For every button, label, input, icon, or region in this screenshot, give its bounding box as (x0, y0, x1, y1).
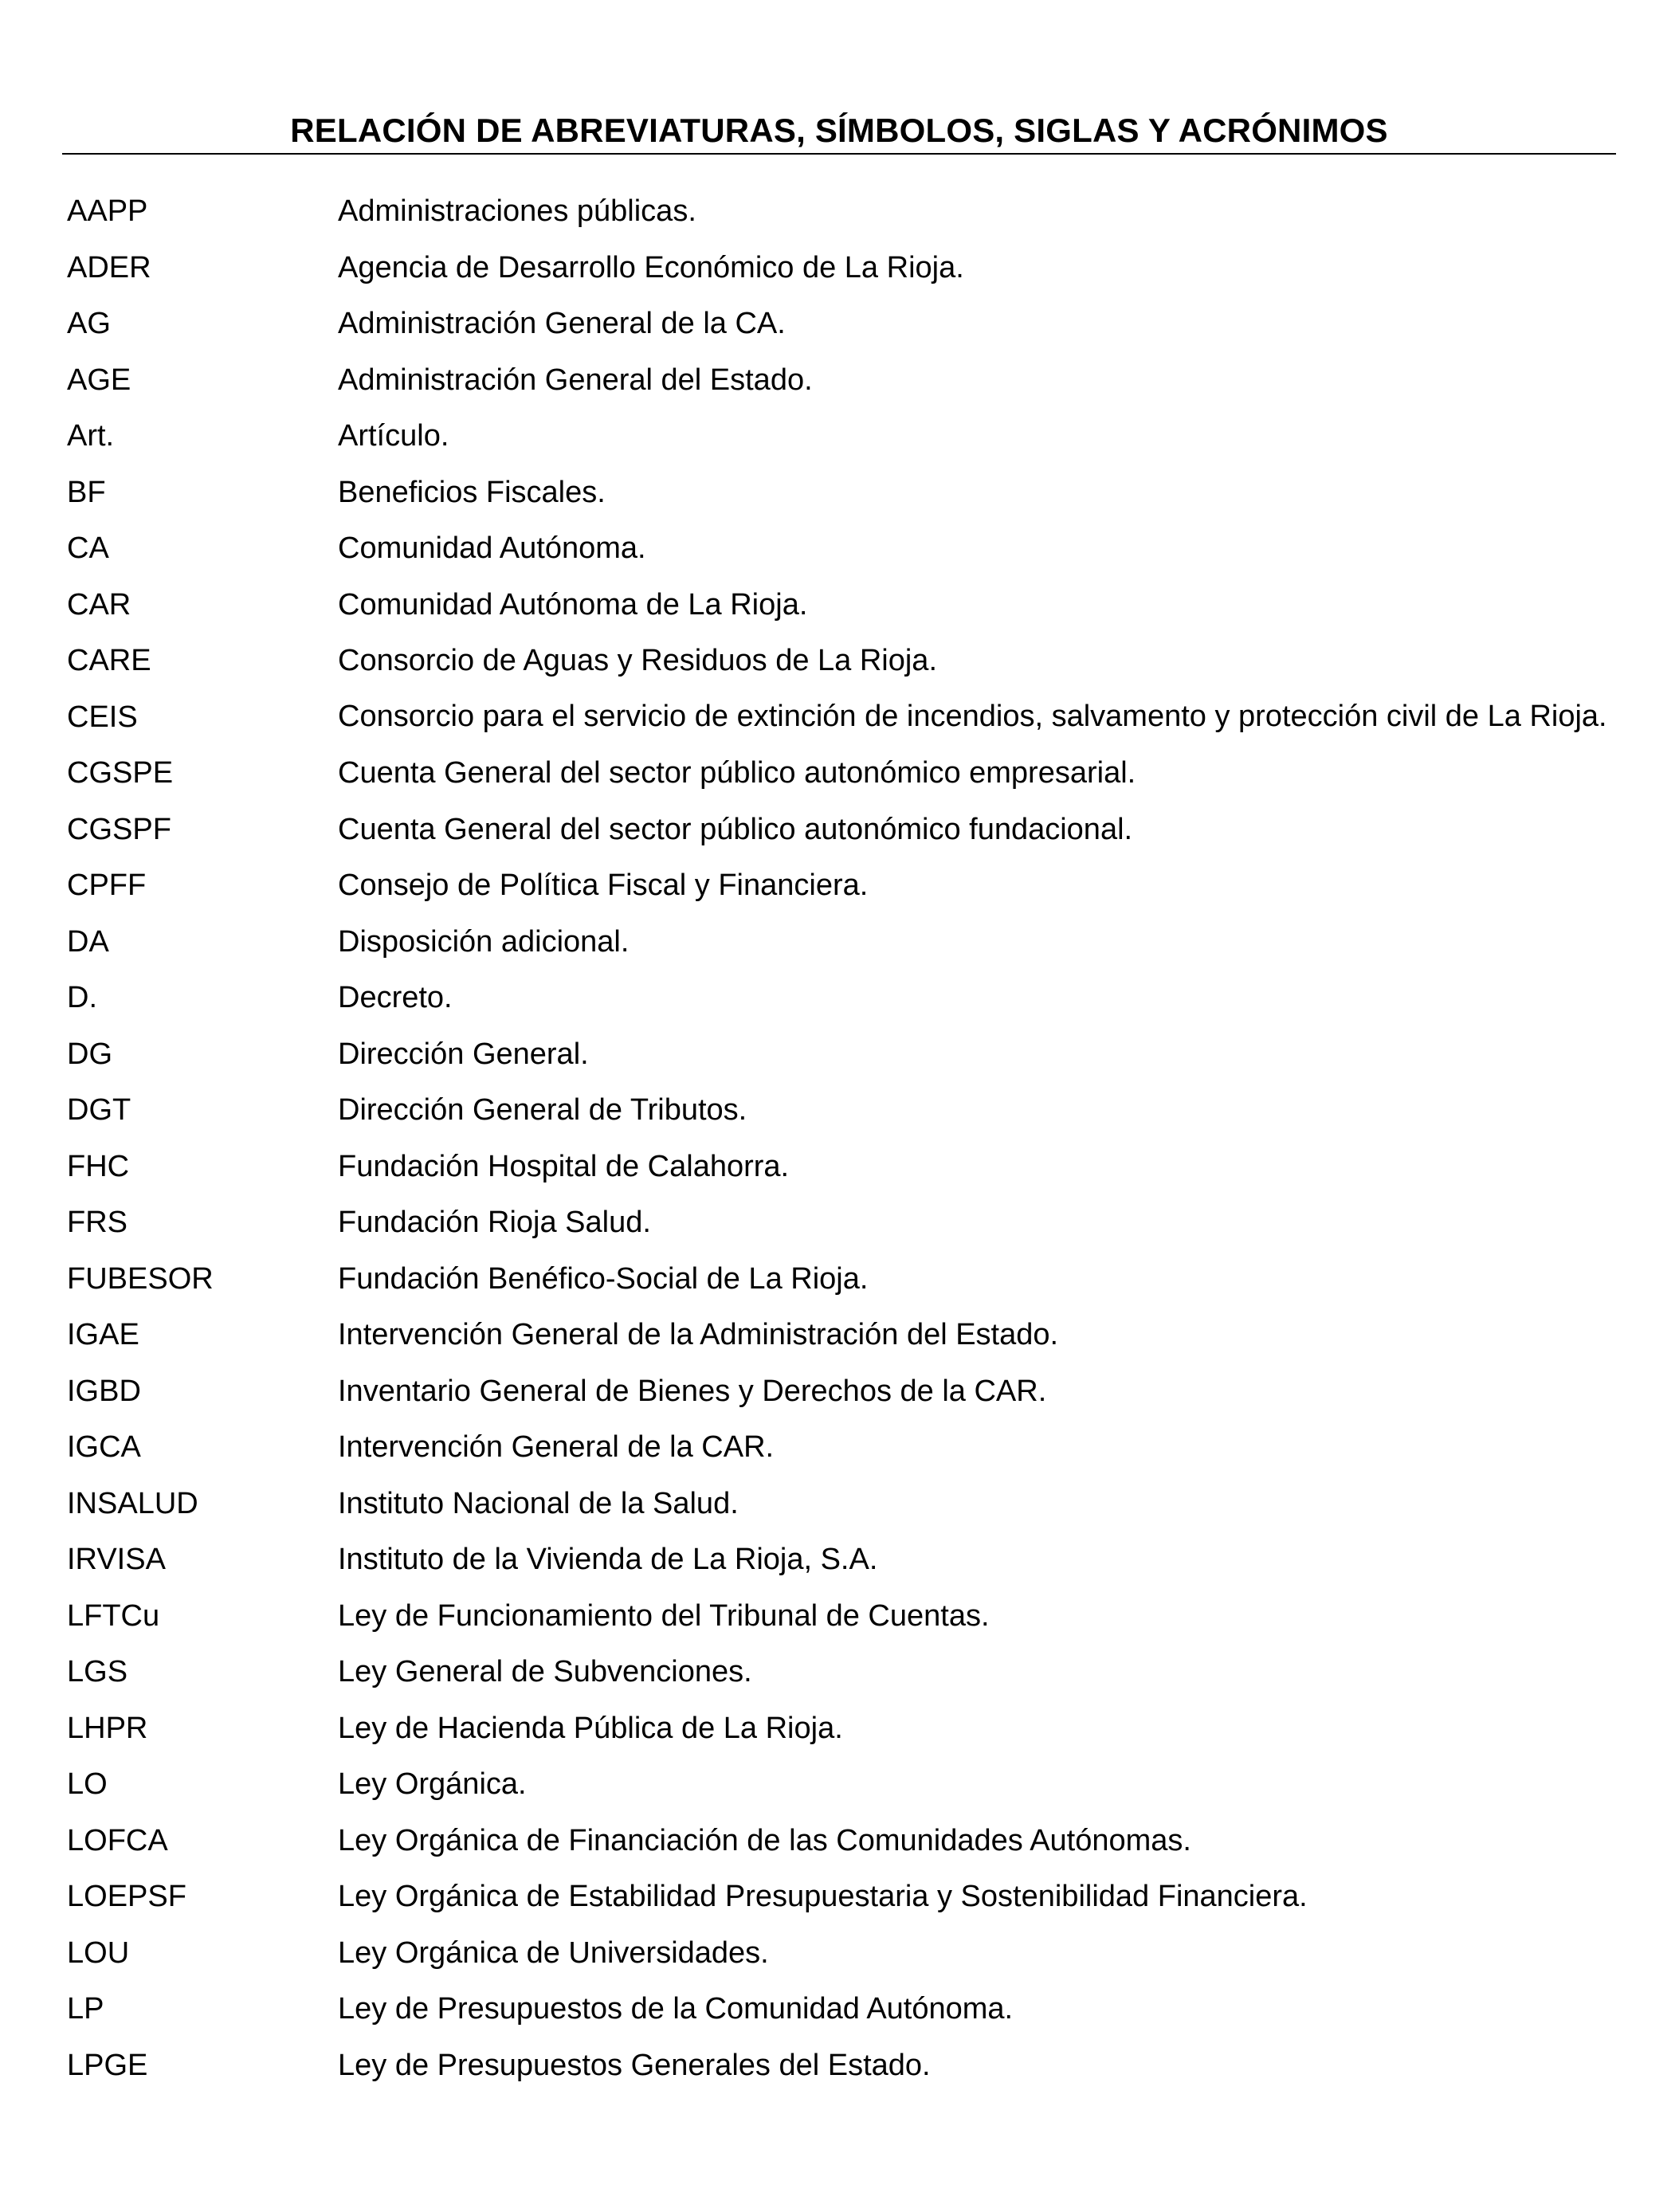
abbreviation-definition: Fundación Rioja Salud. (338, 1206, 651, 1239)
abbreviation-definition: Administraciones públicas. (338, 194, 696, 228)
abbreviation-entry (67, 1259, 1613, 1299)
abbreviation-definition: Ley de Hacienda Pública de La Rioja. (338, 1711, 843, 1745)
abbreviation-definition: Cuenta General del sector público autonómico empresarial. (338, 756, 1136, 790)
abbreviation-definition: Disposición adicional. (338, 924, 630, 959)
abbreviation-term: CGSPE (67, 756, 174, 790)
abbreviation-term: CPFF (67, 869, 147, 902)
abbreviation-entry (67, 191, 1613, 231)
abbreviation-definition: Fundación Hospital de Calahorra. (338, 1149, 790, 1183)
abbreviation-entry (67, 1371, 1613, 1411)
abbreviation-term: LOEPSF (67, 1880, 186, 1913)
abbreviation-definition: Cuenta General del sector público autonómico fundacional. (338, 812, 1133, 846)
abbreviation-entry (67, 1427, 1613, 1467)
abbreviation-entry (67, 304, 1613, 343)
abbreviation-definition: Inventario General de Bienes y Derechos de la CAR. (338, 1374, 1047, 1408)
abbreviation-entry (67, 416, 1613, 456)
abbreviation-entry (67, 1821, 1613, 1861)
abbreviation-entry (67, 922, 1613, 962)
abbreviation-term: DG (67, 1037, 112, 1071)
abbreviation-entry (67, 753, 1613, 793)
abbreviation-term: LPGE (67, 2048, 148, 2082)
abbreviation-entry (67, 248, 1613, 288)
abbreviation-definition: Artículo. (338, 419, 449, 453)
abbreviation-entry (67, 1596, 1613, 1636)
abbreviation-term: FRS (67, 1206, 127, 1239)
abbreviation-definition: Beneficios Fiscales. (338, 475, 606, 509)
abbreviation-entry (67, 1034, 1613, 1074)
abbreviation-definition: Intervención General de la Administración del Estado. (338, 1318, 1059, 1351)
abbreviation-term: LO (67, 1767, 108, 1801)
abbreviation-entry (67, 697, 1613, 737)
abbreviation-definition: Fundación Benéfico-Social de La Rioja. (338, 1261, 869, 1296)
abbreviation-definition: Administración General del Estado. (338, 363, 813, 397)
abbreviation-definition: Comunidad Autónoma de La Rioja. (338, 587, 808, 622)
abbreviation-definition: Consorcio para el servicio de extinción de incendios, salvamento y protección civil de La Rioja. (338, 699, 1607, 733)
abbreviation-term: CEIS (67, 700, 138, 734)
abbreviation-term: CAR (67, 587, 131, 622)
abbreviation-term: LFTCu (67, 1598, 160, 1633)
abbreviation-definition: Ley de Funcionamiento del Tribunal de Cuentas. (338, 1598, 990, 1633)
abbreviation-definition: Ley Orgánica de Estabilidad Presupuestaria y Sostenibilidad Financiera. (338, 1880, 1308, 1913)
abbreviation-definition: Administración General de la CA. (338, 307, 786, 340)
abbreviation-term: FUBESOR (67, 1261, 214, 1296)
abbreviation-entry (67, 1708, 1613, 1748)
abbreviation-entry (67, 978, 1613, 1018)
abbreviation-definition: Dirección General. (338, 1037, 589, 1071)
abbreviation-term: LOFCA (67, 1823, 168, 1857)
abbreviation-entry (67, 1484, 1613, 1524)
title-divider (62, 153, 1616, 155)
abbreviation-definition: Decreto. (338, 981, 453, 1014)
abbreviation-entry (67, 641, 1613, 680)
abbreviation-list (67, 191, 1613, 2101)
abbreviation-definition: Ley de Presupuestos Generales del Estado. (338, 2048, 931, 2082)
abbreviation-entry (67, 1202, 1613, 1242)
abbreviation-term: AG (67, 307, 111, 340)
abbreviation-term: CARE (67, 644, 151, 677)
abbreviation-definition: Dirección General de Tributos. (338, 1093, 747, 1127)
abbreviation-entry (67, 360, 1613, 400)
abbreviation-term: Art. (67, 419, 115, 453)
abbreviation-term: LOU (67, 1936, 130, 1970)
abbreviation-term: LHPR (67, 1711, 148, 1745)
abbreviation-entry (67, 2045, 1613, 2085)
abbreviation-entry (67, 1764, 1613, 1804)
abbreviation-term: ADER (67, 250, 151, 284)
abbreviation-definition: Consejo de Política Fiscal y Financiera. (338, 869, 869, 902)
abbreviation-definition: Instituto de la Vivienda de La Rioja, S.A. (338, 1543, 878, 1576)
abbreviation-entry (67, 1652, 1613, 1692)
abbreviation-entry (67, 1090, 1613, 1130)
abbreviation-term: DGT (67, 1093, 131, 1127)
abbreviation-entry (67, 1877, 1613, 1916)
abbreviation-term: AGE (67, 363, 131, 397)
abbreviation-term: IGCA (67, 1430, 141, 1464)
abbreviation-term: DA (67, 924, 109, 959)
abbreviation-term: IGAE (67, 1318, 139, 1351)
abbreviation-entry (67, 1147, 1613, 1186)
abbreviation-entry (67, 473, 1613, 512)
abbreviation-definition: Ley General de Subvenciones. (338, 1655, 752, 1688)
abbreviation-term: LGS (67, 1655, 128, 1688)
abbreviation-definition: Ley de Presupuestos de la Comunidad Autónoma. (338, 1992, 1014, 2026)
abbreviation-term: CA (67, 531, 109, 565)
abbreviation-term: IRVISA (67, 1543, 166, 1576)
abbreviation-definition: Agencia de Desarrollo Económico de La Rioja. (338, 250, 964, 284)
abbreviation-entry (67, 585, 1613, 625)
abbreviation-term: BF (67, 475, 106, 509)
abbreviation-term: LP (67, 1992, 104, 2026)
abbreviation-definition: Consorcio de Aguas y Residuos de La Rioja. (338, 644, 938, 677)
page-title: RELACIÓN DE ABREVIATURAS, SÍMBOLOS, SIGLAS Y ACRÓNIMOS (290, 112, 1388, 149)
abbreviation-definition: Ley Orgánica de Financiación de las Comunidades Autónomas. (338, 1823, 1191, 1857)
abbreviation-term: IGBD (67, 1374, 141, 1408)
abbreviation-definition: Comunidad Autónoma. (338, 531, 646, 565)
abbreviation-entry (67, 1933, 1613, 1973)
abbreviation-entry (67, 528, 1613, 568)
abbreviation-definition: Instituto Nacional de la Salud. (338, 1486, 739, 1520)
abbreviation-term: D. (67, 981, 97, 1014)
abbreviation-definition: Ley Orgánica. (338, 1767, 527, 1801)
abbreviation-term: FHC (67, 1149, 130, 1183)
abbreviation-term: AAPP (67, 194, 148, 228)
abbreviation-entry (67, 1539, 1613, 1579)
abbreviation-entry (67, 810, 1613, 849)
abbreviation-definition: Intervención General de la CAR. (338, 1430, 775, 1464)
abbreviation-entry (67, 1989, 1613, 2029)
abbreviation-term: CGSPF (67, 812, 171, 846)
abbreviation-definition: Ley Orgánica de Universidades. (338, 1936, 769, 1970)
abbreviation-entry (67, 865, 1613, 905)
abbreviation-term: INSALUD (67, 1486, 198, 1520)
abbreviation-entry (67, 1315, 1613, 1355)
